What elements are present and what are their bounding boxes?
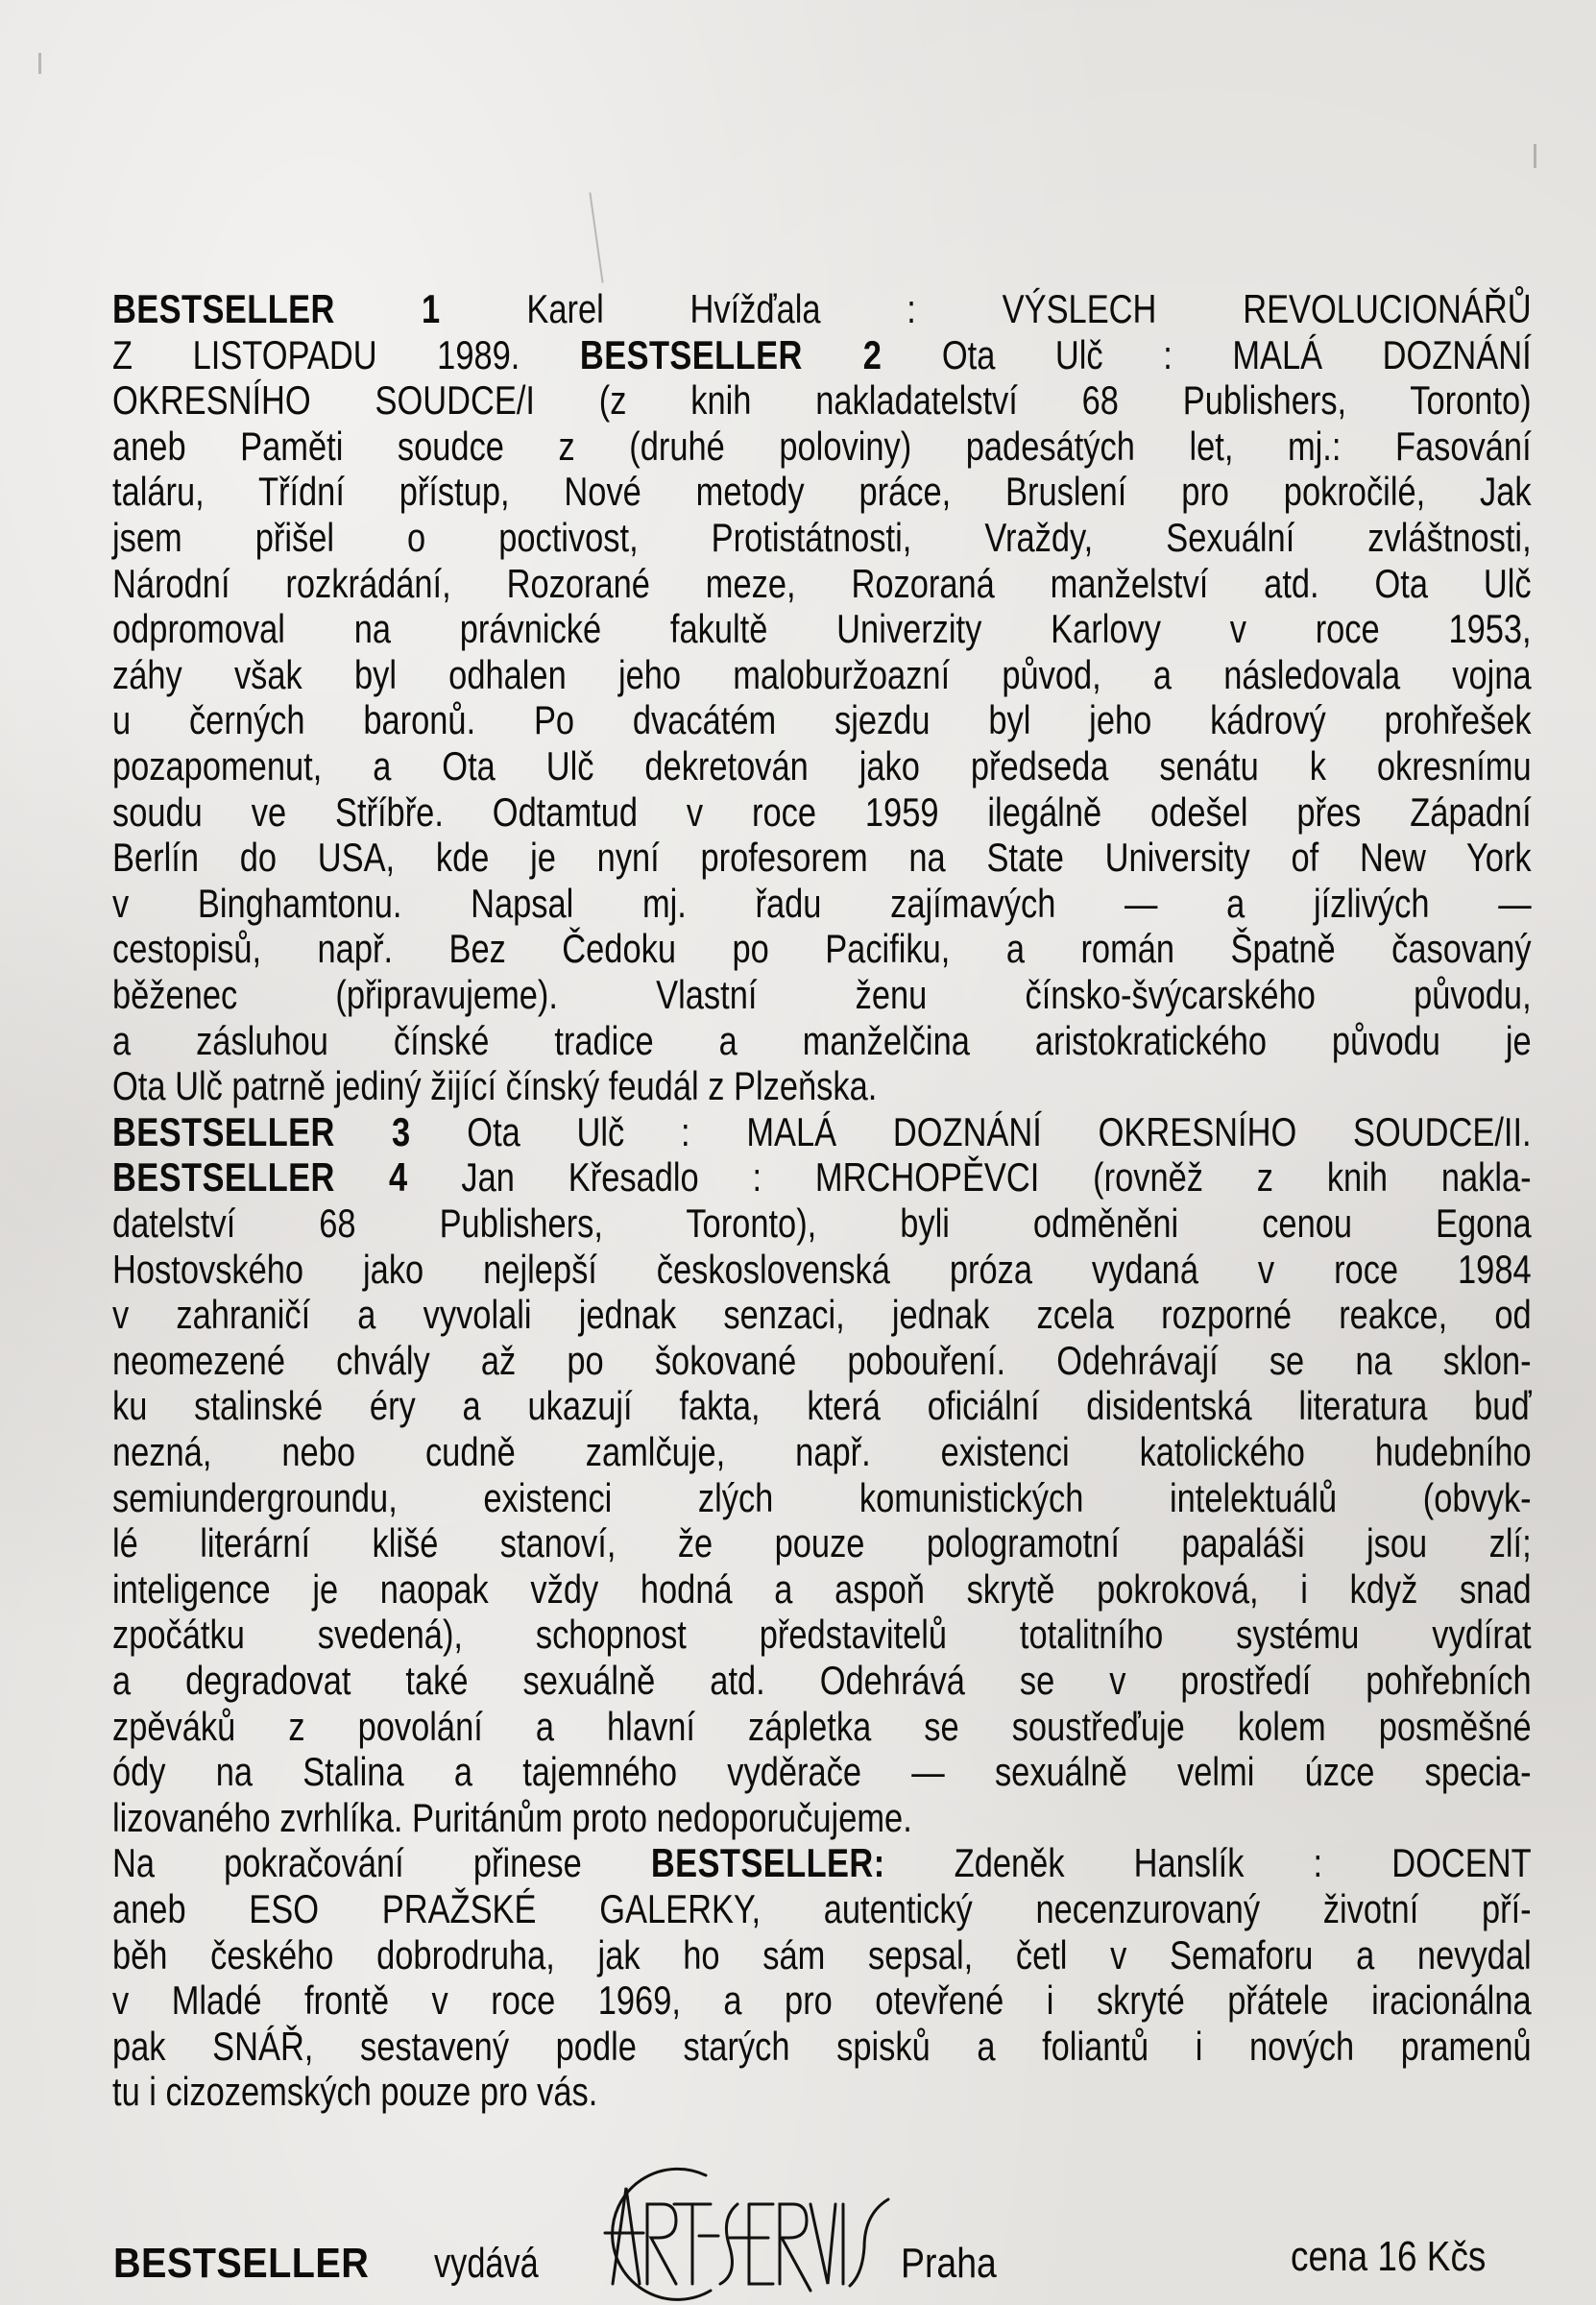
text-line-content bbox=[112, 834, 1532, 882]
text-line-content bbox=[112, 1428, 1532, 1476]
text-line-content bbox=[112, 423, 1532, 471]
text-line-content bbox=[112, 1153, 1532, 1201]
text-line bbox=[112, 376, 1532, 425]
text-line-content bbox=[112, 1885, 1532, 1933]
text-run: inteligence je naopak vždy hodná a aspoň skrytě pokroková, i když snad bbox=[112, 1565, 1532, 1612]
text-line bbox=[112, 2023, 1532, 2071]
text-line bbox=[112, 514, 1532, 562]
text-run: lé literární klišé stanoví, že pouze pologramotní papaláši jsou zlí; bbox=[112, 1520, 1532, 1566]
text-line bbox=[112, 605, 1532, 653]
text-line-content bbox=[112, 331, 1532, 379]
text-run: odpromoval na právnické fakultě Univerzity Karlovy v roce 1953, bbox=[112, 606, 1532, 652]
text-line bbox=[112, 468, 1532, 516]
text-run: Na pokračování přinese bbox=[112, 1840, 582, 1886]
text-line bbox=[112, 1017, 1532, 1065]
text-line bbox=[112, 1200, 1532, 1248]
text-line bbox=[112, 1108, 1532, 1156]
text-line bbox=[112, 1611, 1532, 1659]
paper-crease bbox=[589, 192, 603, 282]
text-line-content bbox=[112, 1565, 1532, 1614]
bestseller-heading: BESTSELLER: bbox=[650, 1840, 885, 1886]
text-run: Jan Křesadlo : MRCHOPĚVCI (rovněž z knih nakla- bbox=[461, 1154, 1532, 1201]
text-line bbox=[112, 834, 1532, 882]
text-line bbox=[112, 880, 1532, 928]
text-line bbox=[112, 423, 1532, 471]
text-line bbox=[112, 1748, 1532, 1796]
text-run: cestopisů, např. Bez Čedoku po Pacifiku, a román Špatně časovaný bbox=[112, 926, 1532, 972]
text-run: zpěváků z povolání a hlavní zápletka se soustřeďuje kolem posměšné bbox=[112, 1703, 1532, 1749]
text-run: pozapomenut, a Ota Ulč dekretován jako předseda senátu k okresnímu bbox=[112, 743, 1532, 789]
text-line-content bbox=[112, 880, 1532, 928]
text-line-content bbox=[112, 1017, 1532, 1065]
text-line-content bbox=[112, 696, 1532, 744]
text-run: taláru, Třídní přístup, Nové metody práce, Bruslení pro pokročilé, Jak bbox=[112, 469, 1532, 515]
text-line-content bbox=[112, 1839, 1532, 1887]
text-run: jsem přišel o poctivost, Protistátnosti, Vraždy, Sexuální zvláštnosti, bbox=[112, 515, 1532, 560]
text-line bbox=[112, 1885, 1532, 1933]
text-line-content bbox=[112, 971, 1532, 1019]
text-line bbox=[112, 1062, 1532, 1110]
text-run: semiundergroundu, existenci zlých komunistických intelektuálů (obvyk- bbox=[112, 1474, 1532, 1520]
text-run: Ota Ulč : MALÁ DOZNÁNÍ OKRESNÍHO SOUDCE/II. bbox=[467, 1108, 1532, 1154]
text-run: a zásluhou čínské tradice a manželčina aristokratického původu je bbox=[112, 1017, 1532, 1063]
text-line bbox=[112, 1337, 1532, 1385]
text-line bbox=[112, 651, 1532, 699]
text-run: Ota Ulč : MALÁ DOZNÁNÍ bbox=[941, 331, 1532, 377]
text-line-content bbox=[112, 1291, 1532, 1339]
text-line-content bbox=[112, 1794, 1532, 1842]
text-run: v Binghamtonu. Napsal mj. řadu zajímavých — a jízlivých — bbox=[112, 880, 1532, 926]
text-line-content bbox=[112, 1200, 1532, 1248]
text-line bbox=[112, 1428, 1532, 1476]
bestseller-heading: BESTSELLER 2 bbox=[579, 331, 883, 377]
text-line-content bbox=[112, 742, 1532, 790]
text-line-content bbox=[112, 1748, 1532, 1796]
text-line bbox=[112, 1703, 1532, 1751]
logo-letter-v bbox=[810, 2204, 835, 2284]
text-line bbox=[112, 1657, 1532, 1705]
publishes-label: vydává bbox=[434, 2240, 539, 2287]
text-line-content bbox=[112, 468, 1532, 516]
text-run: záhy však byl odhalen jeho maloburžoazní původ, a následovala vojna bbox=[112, 651, 1532, 697]
logo-letter-r2 bbox=[780, 2204, 810, 2291]
text-line-content bbox=[112, 1703, 1532, 1751]
text-line-content bbox=[112, 1931, 1532, 1979]
text-line-content bbox=[112, 1657, 1532, 1705]
text-run: lizovaného zvrhlíka. Puritánům proto nedoporučujeme. bbox=[112, 1794, 912, 1840]
text-run: u černých baronů. Po dvacátém sjezdu byl jeho kádrový prohřešek bbox=[112, 697, 1532, 743]
bestseller-heading: BESTSELLER 1 bbox=[112, 286, 441, 331]
text-line-content bbox=[112, 925, 1532, 973]
text-line-content bbox=[112, 1519, 1532, 1567]
text-run: aneb Paměti soudce z (druhé poloviny) padesátých let, mj.: Fasování bbox=[112, 423, 1532, 469]
text-run: neomezené chvály až po šokované pobouření. Odehrávají se na sklon- bbox=[112, 1337, 1532, 1383]
text-run: běh českého dobrodruha, jak ho sám sepsal, četl v Semaforu a nevydal bbox=[112, 1931, 1532, 1977]
publisher-city: Praha bbox=[901, 2240, 997, 2287]
text-run: nezná, nebo cudně zamlčuje, např. existenci katolického hudebního bbox=[112, 1429, 1532, 1474]
text-line-content bbox=[112, 2068, 1532, 2116]
text-line-content bbox=[112, 1062, 1532, 1110]
text-run: Z LISTOPADU 1989. bbox=[112, 331, 520, 377]
paper-mark bbox=[38, 53, 41, 74]
text-run: OKRESNÍHO SOUDCE/I (z knih nakladatelství 68 Publishers, Toronto) bbox=[112, 377, 1532, 424]
text-line-content bbox=[112, 376, 1532, 425]
text-run: Hostovského jako nejlepší československá próza vydaná v roce 1984 bbox=[112, 1246, 1532, 1292]
bestseller-heading: BESTSELLER 3 bbox=[112, 1108, 411, 1154]
text-run: Ota Ulč patrně jediný žijící čínský feudál z Plzeňska. bbox=[112, 1063, 878, 1109]
text-run: Národní rozkrádání, Rozorané meze, Rozoraná manželství atd. Ota Ulč bbox=[112, 560, 1532, 606]
bestseller-heading: BESTSELLER 4 bbox=[112, 1154, 408, 1201]
text-run: Zdeněk Hanslík : DOCENT bbox=[954, 1840, 1532, 1886]
text-line bbox=[112, 789, 1532, 837]
text-line-content bbox=[112, 1337, 1532, 1385]
text-run: Karel Hvížďala : VÝSLECH REVOLUCIONÁŘŮ bbox=[526, 286, 1532, 331]
text-run: v Mladé frontě v roce 1969, a pro otevřené i skryté přátele iracionálna bbox=[112, 1977, 1532, 2024]
text-run: v zahraničí a vyvolali jednak senzaci, jednak zcela rozporné reakce, od bbox=[112, 1292, 1532, 1338]
text-line bbox=[112, 1794, 1532, 1842]
text-line-content bbox=[112, 514, 1532, 562]
text-run: běženec (připravujeme). Vlastní ženu čínsko-švýcarského původu, bbox=[112, 972, 1532, 1017]
text-run: soudu ve Stříbře. Odtamtud v roce 1959 ilegálně odešel přes Západní bbox=[112, 789, 1532, 835]
text-line bbox=[112, 1291, 1532, 1339]
logo-letter-e bbox=[730, 2204, 773, 2284]
text-line-content bbox=[112, 560, 1532, 608]
text-line bbox=[112, 2068, 1532, 2116]
text-line bbox=[112, 285, 1532, 333]
text-line bbox=[112, 1474, 1532, 1522]
text-line-content bbox=[112, 1108, 1532, 1156]
text-line bbox=[112, 1382, 1532, 1430]
text-line bbox=[112, 1519, 1532, 1567]
text-run: ódy na Stalina a tajemného vyděrače — sexuálně velmi úzce specia- bbox=[112, 1749, 1532, 1795]
text-line-content bbox=[112, 1382, 1532, 1430]
text-line-content bbox=[112, 605, 1532, 653]
text-line bbox=[112, 1246, 1532, 1294]
text-run: datelství 68 Publishers, Toronto), byli odměněni cenou Egona bbox=[112, 1201, 1532, 1246]
text-line bbox=[112, 560, 1532, 608]
text-line bbox=[112, 1977, 1532, 2025]
logo-letter-t bbox=[674, 2204, 711, 2284]
text-line-content bbox=[112, 1611, 1532, 1659]
text-line bbox=[112, 1565, 1532, 1614]
text-run: a degradovat také sexuálně atd. Odehrává se v prostředí pohřebních bbox=[112, 1658, 1532, 1703]
text-line-content bbox=[112, 285, 1532, 333]
text-run: pak SNÁŘ, sestavený podle starých spisků a foliantů i nových pramenů bbox=[112, 2023, 1532, 2069]
text-line bbox=[112, 1931, 1532, 1979]
text-run: ku stalinské éry a ukazují fakta, která oficiální disidentská literatura buď bbox=[112, 1383, 1532, 1429]
price-label: cena 16 Kčs bbox=[1291, 2233, 1487, 2280]
text-line-content bbox=[112, 789, 1532, 837]
text-line bbox=[112, 925, 1532, 973]
art-servis-logo bbox=[576, 2161, 903, 2305]
text-line-content bbox=[112, 1474, 1532, 1522]
text-line bbox=[112, 742, 1532, 790]
text-run: Berlín do USA, kde je nyní profesorem na State University of New York bbox=[112, 835, 1532, 881]
logo-letter-s bbox=[720, 2204, 738, 2284]
text-line bbox=[112, 971, 1532, 1019]
logo-letter-r bbox=[647, 2204, 676, 2284]
text-line-content bbox=[112, 2023, 1532, 2071]
text-line bbox=[112, 1839, 1532, 1887]
text-line bbox=[112, 1153, 1532, 1201]
logo-letter-s2 bbox=[850, 2199, 888, 2286]
series-name: BESTSELLER bbox=[113, 2240, 370, 2287]
text-run: zpočátku svedená), schopnost představitelů totalitního systému vydírat bbox=[112, 1612, 1532, 1658]
text-line-content bbox=[112, 651, 1532, 699]
paper-mark bbox=[1534, 144, 1536, 168]
text-line-content bbox=[112, 1977, 1532, 2025]
text-line bbox=[112, 696, 1532, 744]
text-run: tu i cizozemských pouze pro vás. bbox=[112, 2069, 598, 2115]
text-line bbox=[112, 331, 1532, 379]
text-run: aneb ESO PRAŽSKÉ GALERKY, autentický necenzurovaný životní pří- bbox=[112, 1886, 1532, 1931]
text-line-content bbox=[112, 1246, 1532, 1294]
